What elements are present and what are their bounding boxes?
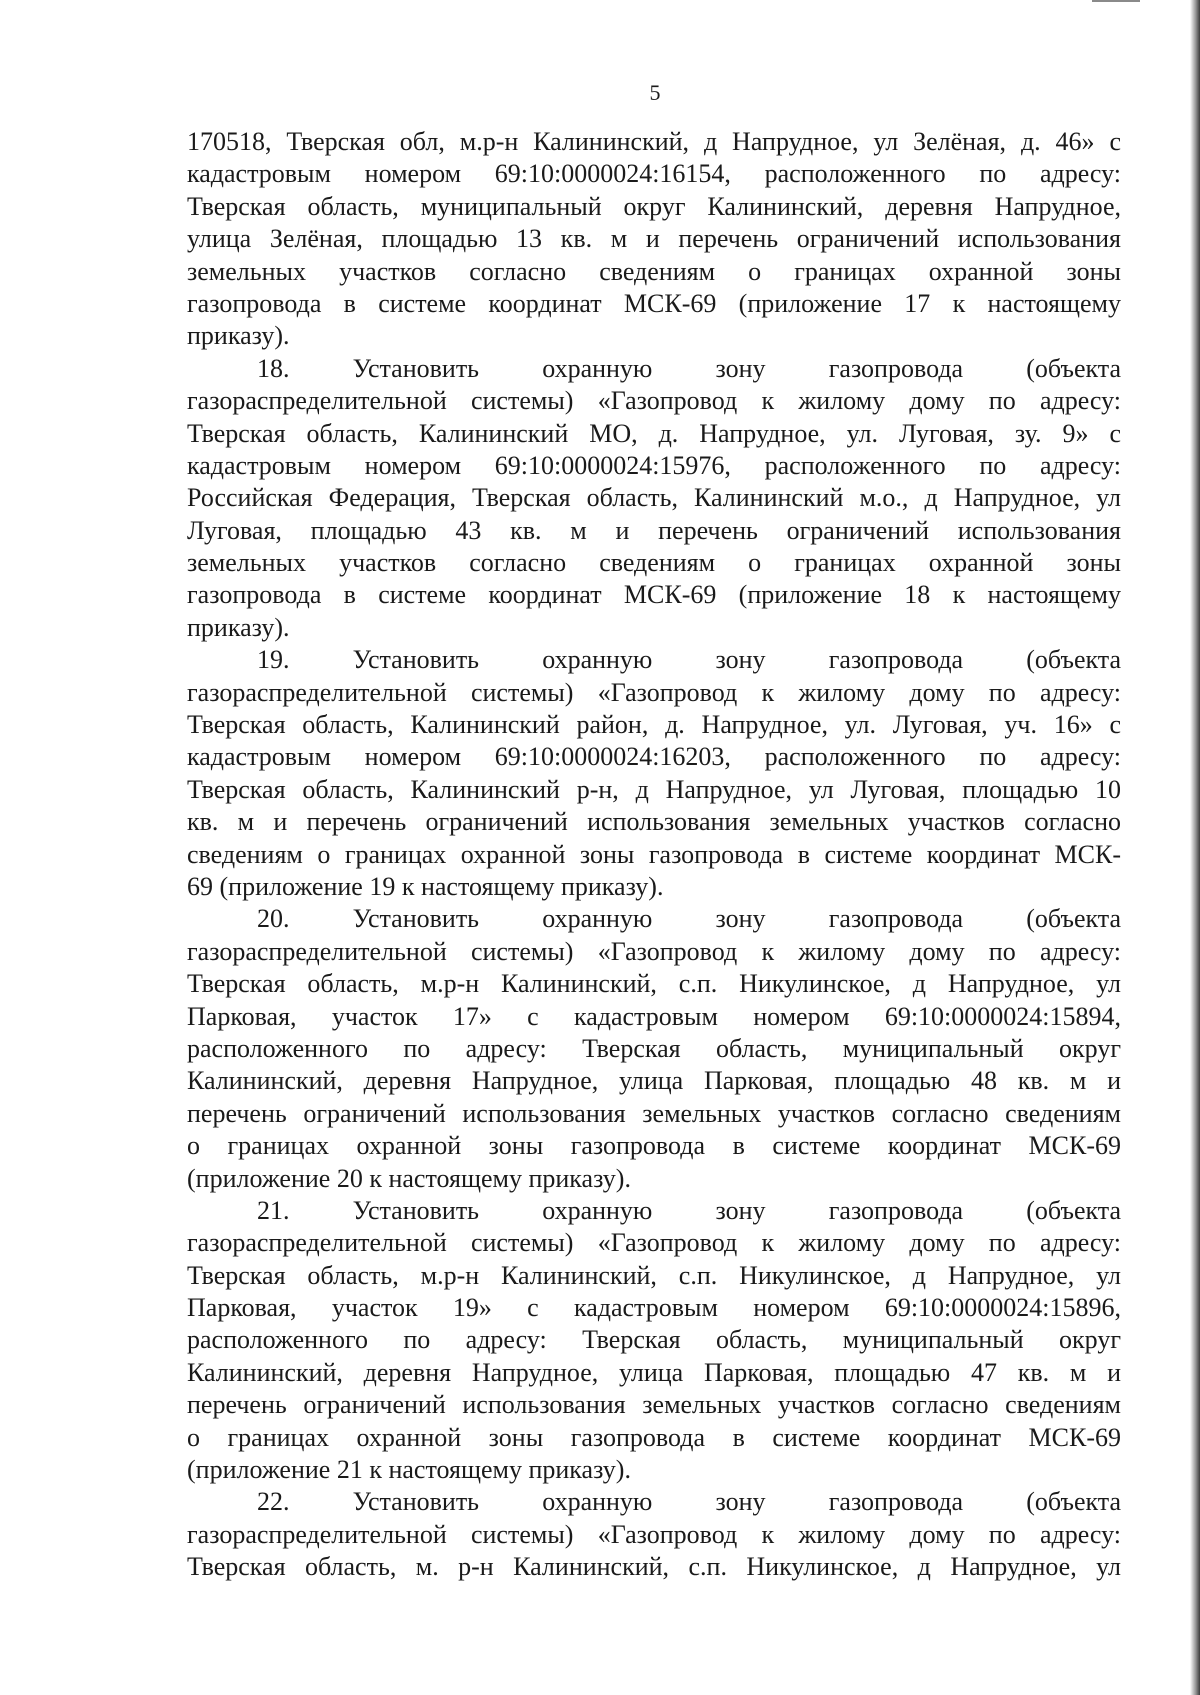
text-line: газораспределительной системы) «Газопровод к жилому дому по адресу: (187, 1519, 1121, 1549)
text-line: Калининский, деревня Напрудное, улица Парковая, площадью 47 кв. м и (187, 1357, 1121, 1387)
text-line: газопровода в системе координат МСК-69 (приложение 17 к настоящему (187, 288, 1121, 318)
text-line: перечень ограничений использования земельных участков согласно сведениям (187, 1098, 1121, 1128)
text-line: кв. м и перечень ограничений использования земельных участков согласно (187, 807, 1121, 837)
text-line: кадастровым номером 69:10:0000024:16203, расположенного по адресу: (187, 742, 1121, 772)
text-line: 69 (приложение 19 к настоящему приказу). (187, 871, 664, 901)
paragraph-18-start: 18. Установить охранную зону газопровода (объекта (257, 353, 1121, 383)
page-number: 5 (649, 80, 661, 105)
text-line: Парковая, участок 19» с кадастровым номером 69:10:0000024:15896, (187, 1293, 1121, 1323)
text-line: расположенного по адресу: Тверская область, муниципальный округ (187, 1325, 1121, 1355)
text-line: Парковая, участок 17» с кадастровым номером 69:10:0000024:15894, (187, 1001, 1121, 1031)
text-line: Луговая, площадью 43 кв. м и перечень ограничений использования (187, 515, 1121, 545)
text-line: Российская Федерация, Тверская область, Калининский м.о., д Напрудное, ул (187, 483, 1121, 513)
text-line: Тверская область, муниципальный округ Калининский, деревня Напрудное, (187, 191, 1121, 221)
paragraph-22-start: 22. Установить охранную зону газопровода (объекта (257, 1487, 1121, 1517)
text-line: Тверская область, Калининский р-н, д Напрудное, ул Луговая, площадью 10 (187, 774, 1121, 804)
text-line: Тверская область, м. р-н Калининский, с.п. Никулинское, д Напрудное, ул (187, 1552, 1121, 1582)
text-line: (приложение 20 к настоящему приказу). (187, 1163, 631, 1193)
text-line: газораспределительной системы) «Газопровод к жилому дому по адресу: (187, 936, 1121, 966)
text-line: Калининский, деревня Напрудное, улица Парковая, площадью 48 кв. м и (187, 1066, 1121, 1096)
paragraph-21-start: 21. Установить охранную зону газопровода (объекта (257, 1195, 1121, 1225)
text-line: расположенного по адресу: Тверская область, муниципальный округ (187, 1033, 1121, 1063)
text-line: перечень ограничений использования земельных участков согласно сведениям (187, 1390, 1121, 1420)
text-line: (приложение 21 к настоящему приказу). (187, 1455, 631, 1485)
text-line: кадастровым номером 69:10:0000024:16154, расположенного по адресу: (187, 159, 1121, 189)
paragraph-19-start: 19. Установить охранную зону газопровода (объекта (257, 645, 1121, 675)
text-line: Тверская область, Калининский МО, д. Напрудное, ул. Луговая, зу. 9» с (187, 418, 1121, 448)
text-line: сведениям о границах охранной зоны газопровода в системе координат МСК- (187, 839, 1121, 869)
text-line: улица Зелёная, площадью 13 кв. м и перечень ограничений использования (187, 224, 1121, 254)
text-line: земельных участков согласно сведениям о границах охранной зоны (187, 548, 1121, 578)
text-line: о границах охранной зоны газопровода в системе координат МСК-69 (187, 1422, 1121, 1452)
paragraph-20-start: 20. Установить охранную зону газопровода (объекта (257, 904, 1121, 934)
text-line: Тверская область, Калининский район, д. Напрудное, ул. Луговая, уч. 16» с (187, 710, 1121, 740)
text-line: газораспределительной системы) «Газопровод к жилому дому по адресу: (187, 386, 1121, 416)
text-line: приказу). (187, 612, 290, 642)
text-line: земельных участков согласно сведениям о границах охранной зоны (187, 256, 1121, 286)
text-line: о границах охранной зоны газопровода в системе координат МСК-69 (187, 1131, 1121, 1161)
text-line: 170518, Тверская обл, м.р-н Калининский, д Напрудное, ул Зелёная, д. 46» с (187, 127, 1121, 156)
text-line: Тверская область, м.р-н Калининский, с.п. Никулинское, д Напрудное, ул (187, 1260, 1121, 1290)
text-line: кадастровым номером 69:10:0000024:15976, расположенного по адресу: (187, 450, 1121, 480)
text-line: газораспределительной системы) «Газопровод к жилому дому по адресу: (187, 677, 1121, 707)
scan-artifact-line (1092, 0, 1140, 2)
text-line: приказу). (187, 321, 290, 351)
document-body (187, 126, 1121, 1584)
scan-edge-shadow (1190, 0, 1200, 1695)
text-line: газопровода в системе координат МСК-69 (приложение 18 к настоящему (187, 580, 1121, 610)
text-line: газораспределительной системы) «Газопровод к жилому дому по адресу: (187, 1228, 1121, 1258)
text-line: Тверская область, м.р-н Калининский, с.п. Никулинское, д Напрудное, ул (187, 969, 1121, 999)
